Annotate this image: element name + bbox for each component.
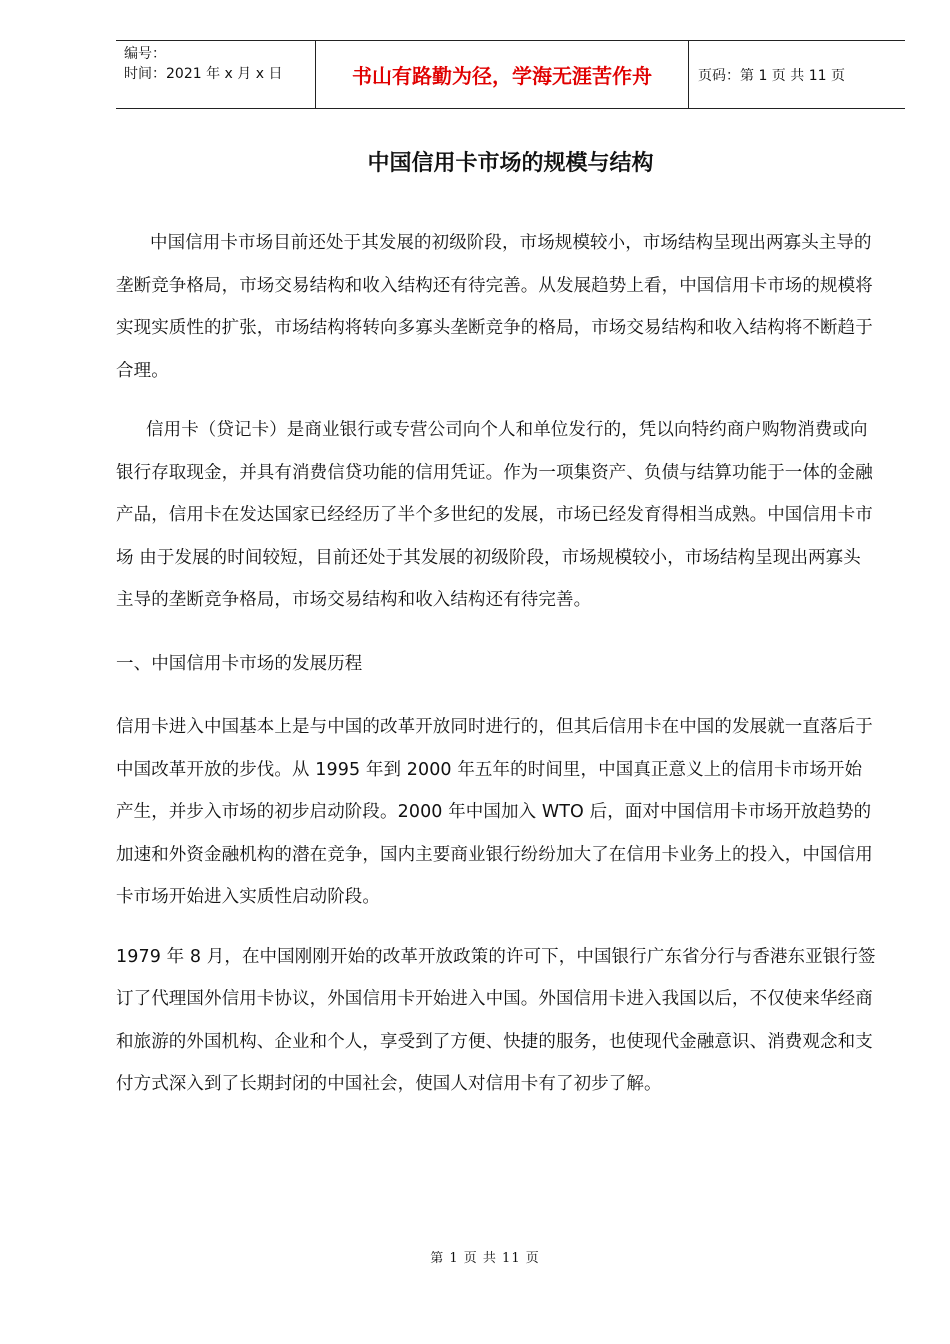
paragraph-1979: 1979 年 8 月，在中国刚刚开始的改革开放政策的许可下，中国银行广东省分行与香港东亚银行签订了代理国外信用卡协议，外国信用卡开始进入中国。外国信用卡进入我国以后，不仅使来华经商和旅游的外国机构、企业和个人，享受到了方便、快捷的服务，也使现代金融意识、消费观念和支付方式深入到了长期封闭的中国社会，使国人对信用卡有了初步了解。 <box>116 946 876 1094</box>
document-title: 中国信用卡市场的规模与结构 <box>367 150 654 176</box>
paragraph-intro: 中国信用卡市场目前还处于其发展的初级阶段，市场规模较小，市场结构呈现出两寡头主导的垄断竞争格局，市场交易结构和收入结构还有待完善。从发展趋势上看，中国信用卡市场的规模将实现实质性的扩张，市场结构将转向多寡头垄断竞争的格局，市场交易结构和收入结构将不断趋于合理。 <box>116 233 873 381</box>
document-body <box>116 222 876 1106</box>
paragraph-history: 信用卡进入中国基本上是与中国的改革开放同时进行的，但其后信用卡在中国的发展就一直落后于中国改革开放的步伐。从 1995 年到 2000 年五年的时间里，中国真正意义上的信用卡市场开始产生，并步入市场的初步启动阶段。2000 年中国加入 WTO 后，面对中国信用卡市场开放趋势的加速和外资金融机构的潜在竞争，国内主要商业银行纷纷加大了在信用卡业务上的投入，中国信用卡市场开始进入实质性启动阶段。 <box>116 717 873 907</box>
header-motto: 书山有路勤为径，学海无涯苦作舟 <box>316 41 689 108</box>
page-header <box>116 40 905 109</box>
document-time-label: 时间：2021 年 x 月 x 日 <box>124 66 283 82</box>
header-page-info: 页码：第 1 页 共 11 页 <box>698 67 845 84</box>
document-number-label: 编号： <box>124 46 166 62</box>
page-footer: 第 1 页 共 11 页 <box>430 1251 540 1266</box>
header-meta <box>116 41 316 108</box>
paragraph-definition: 信用卡（贷记卡）是商业银行或专营公司向个人和单位发行的，凭以向特约商户购物消费或向银行存取现金，并具有消费信贷功能的信用凭证。作为一项集资产、负债与结算功能于一体的金融产品，信用卡在发达国家已经经历了半个多世纪的发展，市场已经发育得相当成熟。中国信用卡市场 由于发展的时间较短，目前还处于其发展的初级阶段，市场规模较小，市场结构呈现出两寡头主导的垄断竞争格局，市场交易结构和收入结构还有待完善。 <box>116 420 873 610</box>
section-heading: 一、中国信用卡市场的发展历程 <box>116 653 363 674</box>
